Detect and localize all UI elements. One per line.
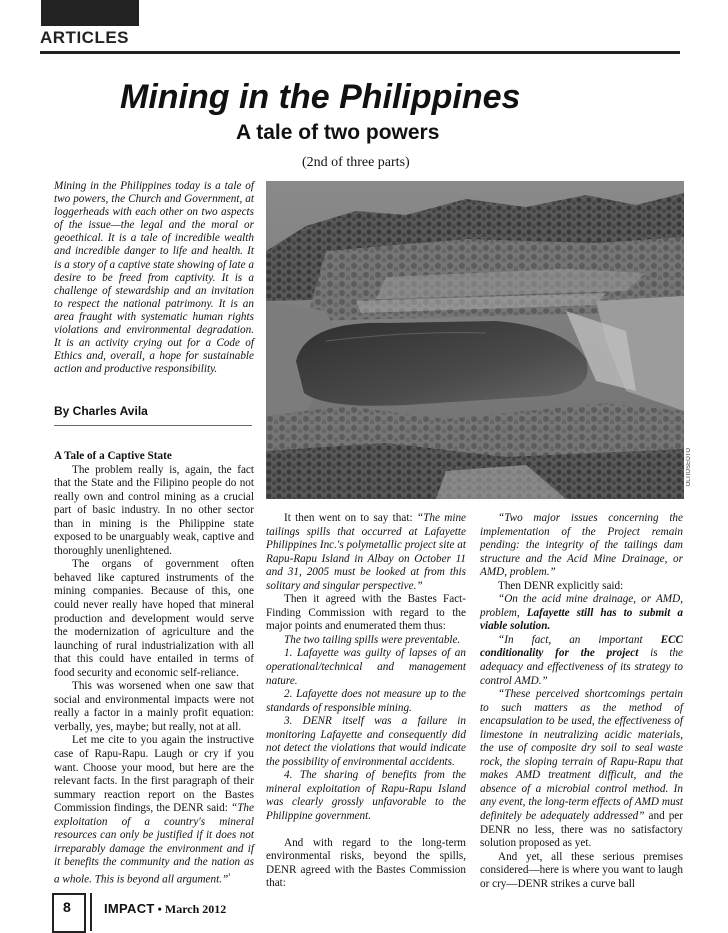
section-heading: A Tale of a Captive State bbox=[54, 450, 172, 462]
paragraph: “Two major issues concerning the implementation of the Project remain pending: the integrity of the tailings dam structure and the Acid Mine Drainage, or AMD, problem.” bbox=[480, 512, 683, 579]
paragraph: “These perceived shortcomings pertain to such matters as the method of encapsulation to be used, the effectiveness of limestone in neutralizing acidic materials, the use of composite dry soil to seal waste rock, the sloping terrain of Rapu-Rapu that makes AMD treatment difficult, and the absence of a microbial control method. In any event, the long-term effects of AMD must definitely be adequately addressed” and per DENR no less, there was no satisfactory solution proposed as yet. bbox=[480, 688, 683, 850]
paragraph: The organs of government often behaved like captured instruments of the mining companies. Because of this, one could never really have hoped that mineral production and development would serve the modernization of agriculture and the launching of rural industrialization with all that this could have entailed in terms of food security and economic self-reliance. bbox=[54, 558, 254, 679]
paragraph: Let me cite to you again the instructive case of Rapu-Rapu. Laugh or cry if you want. Choose your mood, but here are the relevant facts. In the first paragraph of their summary reaction report on the Bastes Commission findings, the DENR said: “The exploitation of a country's mineral resources can only be justified if it does not irreparably damage the environment and if it benefits the community and the nation as a whole. This is beyond all argument.”$^{^1}$ bbox=[54, 734, 254, 886]
issue-date: • March 2012 bbox=[157, 902, 227, 916]
byline-rule bbox=[54, 425, 252, 426]
paragraph: “In fact, an important ECC conditionality for the project is the adequacy and effectiveness of its strategy to control AMD.” bbox=[480, 633, 684, 687]
mine-pit-lake-photo bbox=[266, 181, 684, 499]
header-rule bbox=[40, 51, 680, 54]
list-item: 4. The sharing of benefits from the mineral exploitation of Rapu-Rapu Island was clearly grossly unfavorable to the Philippine government. bbox=[266, 769, 466, 823]
paragraph: This was worsened when one saw that social and environmental impacts were not really a factor in a mainly profit equation: verbally, yes, maybe; but really, not at all. bbox=[54, 680, 254, 733]
series-parts: (2nd of three parts) bbox=[302, 155, 410, 170]
article-subtitle: A tale of two powers bbox=[236, 121, 440, 144]
footer-divider bbox=[90, 893, 92, 931]
list-item: 3. DENR itself was a failure in monitoring Lafayette and consequently did not detect the violations that would indicate the possibility of environmental accidents. bbox=[266, 715, 466, 768]
intro-paragraph: Mining in the Philippines today is a tale of two powers, the Church and Government, at loggerheads with each other on two aspects of the issue—the legal and the moral or geoethical. It is a tale of incredible wealth and incredible danger to life and health. It is a story of a captive state showing of late a desire to be freed from captivity. It is a challenge of stewardship and an invitation to respect the national patrimony. It is an area fraught with systematic human rights violations and environmental degradation. It is an activity crying out for a Code of Ethics and, overall, a hope for sustainable action and productive responsibility. bbox=[54, 180, 254, 376]
footer-publication bbox=[104, 901, 226, 917]
list-item: 2. Lafayette does not measure up to the standards of responsible mining. bbox=[266, 688, 466, 714]
paragraph: The problem really is, again, the fact that the State and the Filipino people do not really own and control mining as a crucial part of basic industry. In no other sector than in mining is the Philippine state exposed to be unarguably weak, captive and thoroughly unenlightened. bbox=[54, 463, 254, 557]
paragraph: Then it agreed with the Bastes Fact-Finding Commission with regard to the major points and enumerated them thus: bbox=[266, 593, 466, 633]
article-title: Mining in the Philippines bbox=[120, 78, 521, 116]
byline: By Charles Avila bbox=[54, 404, 148, 418]
paragraph: It then went on to say that: “The mine tailings spills that occurred at Lafayette Philippines Inc.'s polymetallic project site at Rapu-Rapu Island in Albay on October 11 and 31, 2005 must be looked at from this solitary and singular perspective.” bbox=[266, 512, 467, 592]
photo-credit: OLTIOSEOTO bbox=[686, 448, 692, 487]
paragraph: The two tailing spills were preventable. bbox=[284, 633, 461, 646]
paragraph: And yet, all these serious premises considered—here is where you want to laugh or cry—DENR strikes a curve ball bbox=[480, 850, 683, 890]
page-number: 8 bbox=[63, 899, 71, 915]
section-label: ARTICLES bbox=[40, 28, 129, 47]
list-item: 1. Lafayette was guilty of lapses of an operational/technical and management nature. bbox=[266, 647, 466, 687]
paragraph: And with regard to the long-term environmental risks, beyond the spills, DENR agreed with the Bastes Commission that: bbox=[266, 836, 466, 890]
publication-name: IMPACT bbox=[104, 901, 155, 916]
column-1 bbox=[54, 450, 254, 887]
column-3 bbox=[480, 512, 683, 891]
paragraph: Then DENR explicitly said: bbox=[498, 579, 624, 592]
paragraph: “On the acid mine drainage, or AMD, problem, Lafayette still has to submit a viable solution. bbox=[480, 593, 684, 633]
column-2 bbox=[266, 512, 466, 891]
header-block bbox=[41, 0, 139, 26]
